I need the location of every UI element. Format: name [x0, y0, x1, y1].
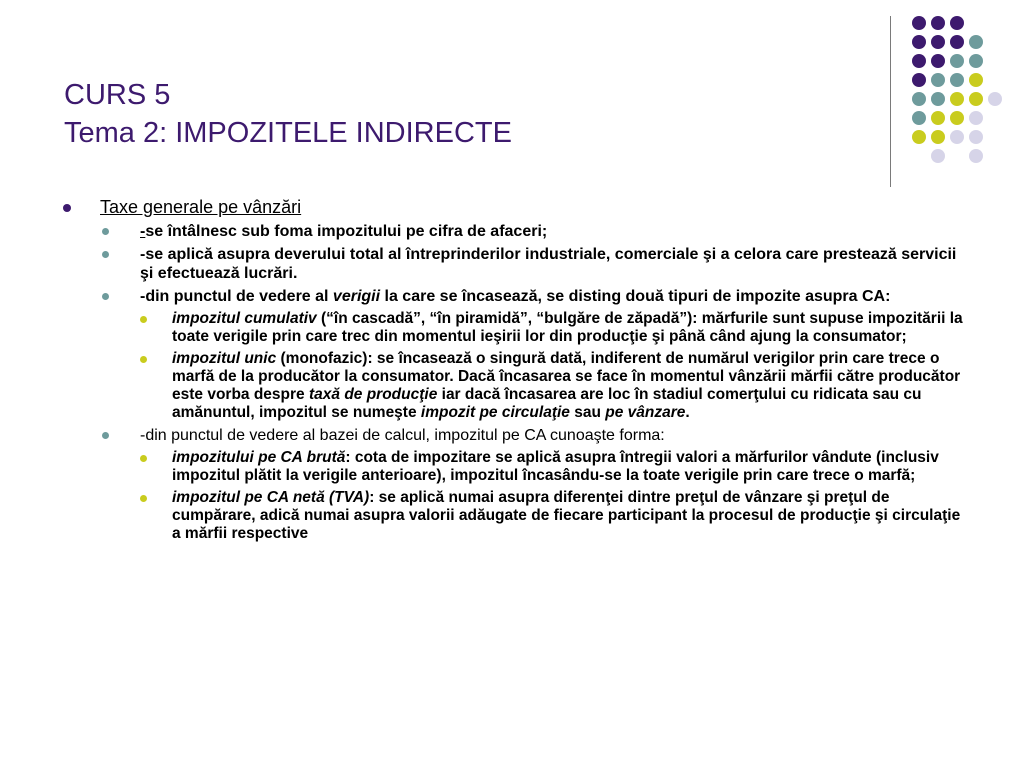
decorative-dot: [950, 35, 964, 49]
decorative-dot: [912, 35, 926, 49]
sub-bullet-emphasis: impozit pe circulaţie: [420, 404, 570, 421]
sub-bullet-text: (“în cascadă”, “în piramidă”, “bulgăre de zăpadă”): mărfurile sunt supuse impozitării la toate verigile prin care trec din momentul ieşirii lor din producţie şi până când ajung la consumator;: [172, 310, 963, 345]
decorative-dot: [950, 111, 964, 125]
decorative-dot: [969, 111, 983, 125]
decorative-dot: [931, 149, 945, 163]
sub-bullet-item: [58, 310, 968, 346]
title-line-1: CURS 5: [64, 79, 171, 111]
bullet-text: -din punctul de vedere al: [140, 288, 333, 305]
decorative-dot: [912, 92, 926, 106]
decorative-dot: [912, 111, 926, 125]
decorative-dot: [931, 73, 945, 87]
decorative-dot: [912, 130, 926, 144]
sub-bullet-emphasis: pe vânzare: [605, 404, 686, 421]
decorative-dot: [912, 73, 926, 87]
sub-bullet-text: iar dacă încasarea are loc în stadiul comerţului cu ridicata sau cu amănuntul, impozitul se numeşte: [172, 386, 922, 421]
decorative-dot: [912, 54, 926, 68]
sub-bullet-emphasis: taxă de producţie: [308, 386, 438, 403]
bullet-item: [58, 245, 968, 283]
decorative-dot: [969, 35, 983, 49]
sub-bullet-item: [58, 489, 968, 543]
decorative-dot: [950, 54, 964, 68]
slide-content: [58, 196, 968, 543]
bullet-dash: -: [140, 223, 146, 240]
decorative-dot: [950, 130, 964, 144]
sub-bullet-term: impozitul pe CA netă (TVA): [172, 489, 370, 506]
slide-title: [64, 76, 844, 152]
decorative-dot: [931, 16, 945, 30]
bullet-heading: [58, 196, 968, 218]
decorative-dot: [969, 54, 983, 68]
decorative-dot: [950, 73, 964, 87]
sub-bullet-text: sau: [569, 404, 606, 421]
bullet-text: -se aplică asupra deverului total al întreprinderilor industriale, comerciale şi a celora care prestează servicii şi efectuează lucrări.: [140, 246, 957, 282]
decorative-dot: [969, 73, 983, 87]
bullet-text: -din punctul de vedere al bazei de calcul, impozitul pe CA cunoaşte forma:: [140, 427, 665, 444]
decorative-dot: [931, 92, 945, 106]
sub-bullet-term: impozitul unic: [172, 350, 277, 367]
sub-bullet-text: : se aplică numai asupra diferenţei dintre preţul de vânzare şi preţul de cumpărare, adică numai asupra valorii adăugate de fiecare participant la procesul de producţie şi circulaţie a mărfii respective: [172, 489, 961, 542]
bullet-emphasis: verigii: [332, 288, 381, 305]
decorative-dot: [969, 149, 983, 163]
decorative-dot: [931, 130, 945, 144]
sub-bullet-term: impozitul cumulativ: [172, 310, 317, 327]
decorative-dot: [931, 35, 945, 49]
decorative-dot: [988, 92, 1002, 106]
decorative-dot: [950, 16, 964, 30]
decorative-dot: [931, 54, 945, 68]
title-line-2: Tema 2: IMPOZITELE INDIRECTE: [64, 117, 512, 149]
bullet-item: [58, 426, 968, 445]
decorative-dot: [931, 111, 945, 125]
heading-text: Taxe generale pe vânzări: [100, 197, 302, 217]
sub-bullet-item: [58, 350, 968, 422]
decorative-dot: [969, 92, 983, 106]
sub-bullet-text: .: [685, 404, 690, 421]
bullet-item: [58, 287, 968, 306]
decorative-dot: [950, 92, 964, 106]
sub-bullet-text: : cota de impozitare se aplică asupra întregii valori a mărfurilor vândute (inclusiv impozitul plătit la verigile anterioare), impozitul încasându-se la toate verigile prin care trece o marfă;: [172, 449, 939, 484]
divider-line: [890, 16, 891, 187]
sub-bullet-text: (monofazic): se încasează o singură dată, indiferent de numărul verigilor prin care trece o marfă de la producător la consumator. Dacă încasarea se face în momentul vânzării mărfii către producător este vorba despre: [172, 350, 961, 403]
decorative-dot: [912, 16, 926, 30]
decorative-dot: [969, 130, 983, 144]
bullet-text: se întâlnesc sub foma impozitului pe cifra de afaceri;: [145, 223, 548, 240]
bullet-text: la care se încasează, se disting două tipuri de impozite asupra CA:: [380, 288, 891, 305]
bullet-item: [58, 222, 968, 241]
sub-bullet-term: impozitului pe CA brută: [172, 449, 346, 466]
sub-bullet-item: [58, 449, 968, 485]
